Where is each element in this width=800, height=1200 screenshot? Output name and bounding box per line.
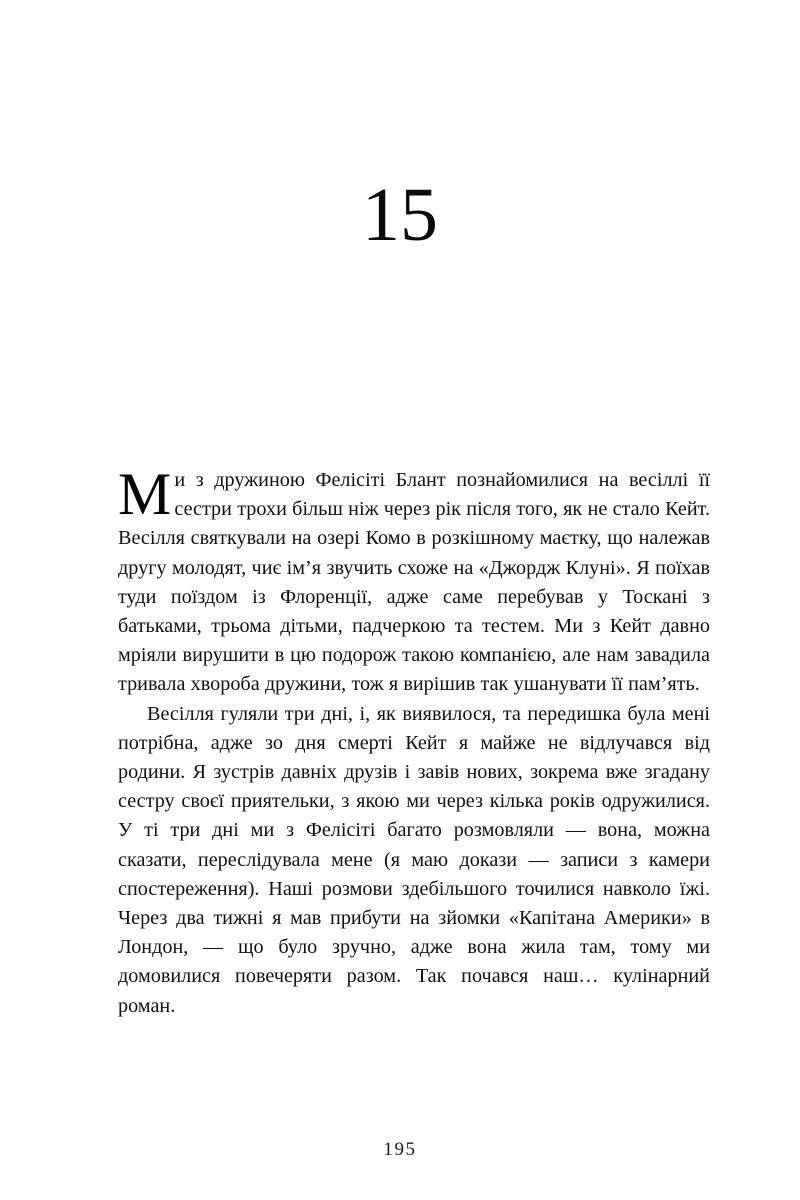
- body-text-block: [118, 461, 710, 1021]
- paragraph-2-text: Весілля гуляли три дні, і, як виявилося, та передишка була мені потрібна, адже зо дня смерті Кейт я майже не відлучався від родини. Я зустрів давніх друзів і завів нових, зокрема вже згадану сестру своєї приятельки, з якою ми через кілька років одружилися. У ті три дні ми з Фелісіті багато розмовляли — вона, можна сказати, переслідувала мене (я маю докази — записи з камери спостереження). Наші розмови здебільшого точилися навколо їжі. Через два тижні я мав прибути на зйомки «Капітана Америки» в Лондон, — що було зручно, адже вона жила там, тому ми домовилися повечеряти разом. Так почався наш… кулінарний роман.: [118, 702, 710, 1017]
- chapter-number: 15: [362, 173, 438, 257]
- paragraph-1: [118, 461, 710, 700]
- page-number: 195: [383, 1139, 417, 1160]
- drop-cap-letter: М: [118, 461, 172, 527]
- paragraph-2: [118, 700, 710, 1021]
- paragraph-1-text: и з дружиною Фелісіті Блант познайомилися на весіллі її сестри трохи більш ніж через рік після того, як не стало Кейт. Весілля святкували на озері Комо в розкішному маєтку, що належав другу молодят, чиє ім’я звучить схоже на «Джордж Клуні». Я поїхав туди поїздом із Флоренції, адже саме перебував у Тоскані з батьками, трьома дітьми, падчеркою та тестем. Ми з Кейт давно мріяли вирушити в цю подорож такою компанією, але нам завадила тривала хвороба дружини, тож я вирішив так ушанувати її пам’ять.: [118, 469, 710, 696]
